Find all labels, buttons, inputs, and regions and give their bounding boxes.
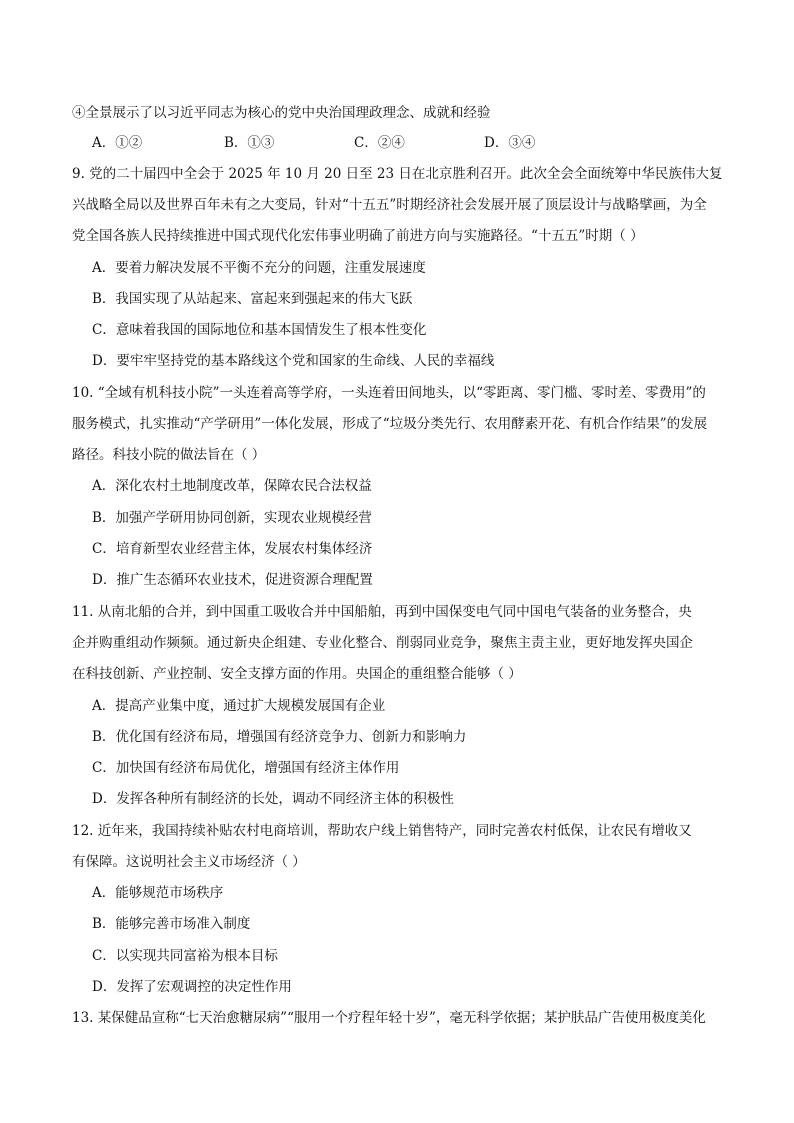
q9-stem-line-3: 党全国各族人民持续推进中国式现代化宏伟事业明确了前进方向与实施路径。“十五五”时期（ ） xyxy=(72,228,644,244)
q13-stem-line-1: 13. 某保健品宣称“七天治愈糖尿病”“服用一个疗程年轻十岁”，毫无科学依据；某护肤品广告使用极度美化 xyxy=(72,1010,706,1026)
q9-option-d: D．要牢牢坚持党的基本路线这个党和国家的生命线、人民的幸福线 xyxy=(92,353,495,369)
q10-option-a: A．深化农村土地制度改革，保障农民合法权益 xyxy=(92,478,372,494)
q8-options-row xyxy=(92,134,712,152)
q9-option-a: A．要着力解决发展不平衡不充分的问题，注重发展速度 xyxy=(92,260,426,276)
q11-stem-line-2: 企并购重组动作频频。通过新央企组建、专业化整合、削弱同业竞争，聚焦主责主业，更好地发挥央国企 xyxy=(72,635,693,651)
q11-stem-line-3: 在科技创新、产业控制、安全支撑方面的作用。央国企的重组整合能够（ ） xyxy=(72,666,522,682)
q9-stem-line-2: 兴战略全局以及世界百年未有之大变局，针对“十五五”时期经济社会发展开展了顶层设计与战略擘画，为全 xyxy=(72,197,707,213)
q10-option-d: D．推广生态循环农业技术，促进资源合理配置 xyxy=(92,572,373,588)
q9-option-b: B．我国实现了从站起来、富起来到强起来的伟大飞跃 xyxy=(92,291,413,307)
q8-option-d: D．③④ xyxy=(484,135,536,151)
q10-stem-line-2: 服务模式，扎实推动“产学研用”一体化发展，形成了“垃圾分类先行、农用酵素开花、有机合作结果”的发展 xyxy=(72,416,708,432)
q11-option-c: C．加快国有经济布局优化，增强国有经济主体作用 xyxy=(92,760,400,776)
q11-option-a: A．提高产业集中度，通过扩大规模发展国有企业 xyxy=(92,698,386,714)
q10-stem-line-1: 10. “全域有机科技小院”一头连着高等学府，一头连着田间地头，以“零距离、零门槛、零时差、零费用”的 xyxy=(72,385,706,401)
q11-stem-line-1: 11. 从南北船的合并，到中国重工吸收合并中国船舶，再到中国保变电气同中国电气装备的业务整合，央 xyxy=(72,604,692,620)
statement-4: ④全景展示了以习近平同志为核心的党中央治国理政理念、成就和经验 xyxy=(72,105,491,121)
q10-option-c: C．培育新型农业经营主体，发展农村集体经济 xyxy=(92,541,373,557)
q12-stem-line-2: 有保障。这说明社会主义市场经济（ ） xyxy=(72,854,306,870)
q12-option-d: D．发挥了宏观调控的决定性作用 xyxy=(92,979,292,995)
q9-option-c: C．意味着我国的国际地位和基本国情发生了根本性变化 xyxy=(92,322,427,338)
q9-stem-line-1: 9. 党的二十届四中全会于 2025 年 10 月 20 日至 23 日在北京胜利召开。此次全会全面统筹中华民族伟大复 xyxy=(72,166,723,182)
q8-option-b: B．①③ xyxy=(224,135,275,151)
q10-stem-line-3: 路径。科技小院的做法旨在（ ） xyxy=(72,447,266,463)
q10-option-b: B．加强产学研用协同创新，实现农业规模经营 xyxy=(92,510,372,526)
q11-option-d: D．发挥各种所有制经济的长处，调动不同经济主体的积极性 xyxy=(92,791,454,807)
q12-option-c: C．以实现共同富裕为根本目标 xyxy=(92,948,278,964)
q12-stem-line-1: 12. 近年来，我国持续补贴农村电商培训，帮助农户线上销售特产，同时完善农村低保，让农民有增收又 xyxy=(72,823,692,839)
q12-option-a: A．能够规范市场秩序 xyxy=(92,885,224,901)
q12-option-b: B．能够完善市场准入制度 xyxy=(92,916,251,932)
q11-option-b: B．优化国有经济布局，增强国有经济竞争力、创新力和影响力 xyxy=(92,729,467,745)
q8-option-a: A．①② xyxy=(92,135,143,151)
q8-option-c: C．②④ xyxy=(354,135,405,151)
